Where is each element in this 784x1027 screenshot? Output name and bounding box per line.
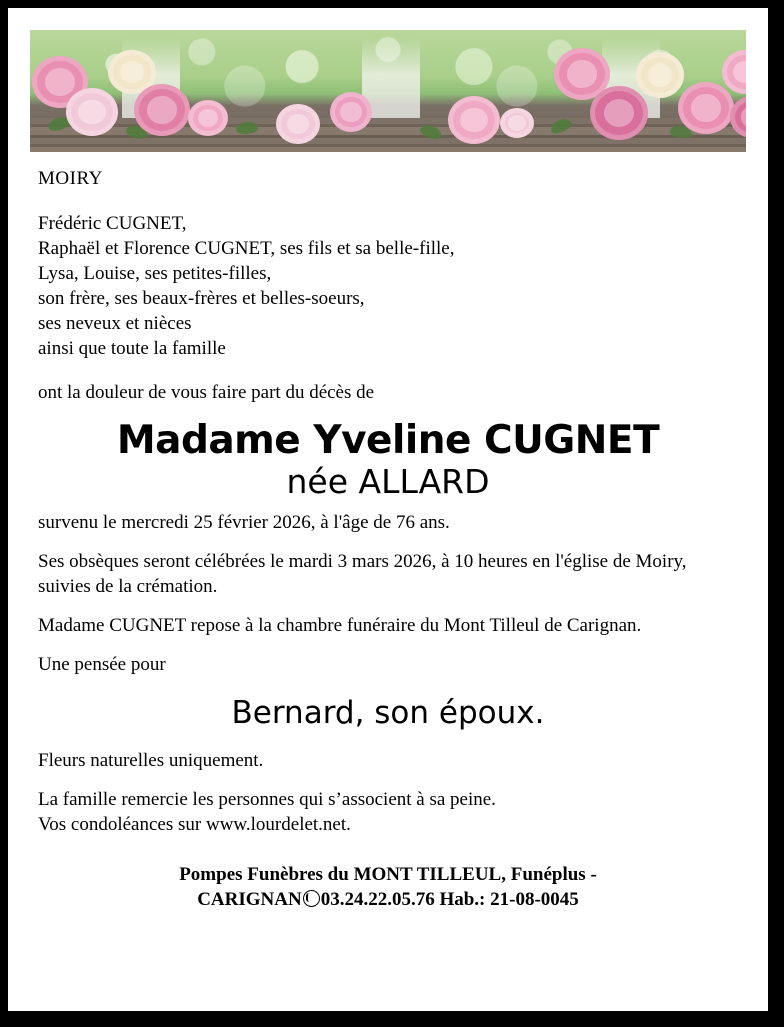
- rose-icon: [276, 104, 320, 144]
- rose-icon: [678, 82, 734, 134]
- flowers-note: Fleurs naturelles uniquement.: [38, 750, 264, 772]
- floral-banner: [30, 30, 746, 152]
- rose-icon: [448, 96, 500, 144]
- funeral-home-license: Hab.: 21-08-0045: [434, 889, 579, 911]
- deceased-maiden-name: née ALLARD: [286, 461, 490, 501]
- notice-body: [8, 152, 768, 925]
- funeral-details: Ses obsèques seront célébrées le mardi 3 mars 2026, à 10 heures en l'église de Moiry, suivies de la crémation.: [38, 550, 687, 598]
- rose-icon: [188, 100, 228, 136]
- city-label: MOIRY: [38, 168, 103, 189]
- family-line: Frédéric CUGNET,: [38, 213, 187, 235]
- funeral-home-footer: [38, 863, 738, 924]
- rose-icon: [636, 52, 684, 98]
- thought-line: Une pensée pour: [38, 654, 166, 676]
- funeral-home-contact: [38, 888, 738, 913]
- thanks-block: [38, 787, 738, 837]
- family-line: son frère, ses beaux-frères et belles-soeurs,: [38, 288, 365, 310]
- family-line: ainsi que toute la famille: [38, 338, 226, 360]
- family-line: Raphaël et Florence CUGNET, ses fils et sa belle-fille,: [38, 238, 455, 260]
- family-line: ses neveux et nièces: [38, 313, 192, 335]
- rose-icon: [590, 86, 648, 140]
- family-list: [38, 211, 738, 361]
- rose-icon: [134, 84, 190, 136]
- death-date-line: survenu le mercredi 25 février 2026, à l'âge de 76 ans.: [38, 511, 450, 533]
- rose-icon: [500, 108, 534, 138]
- announcement-lead: ont la douleur de vous faire part du décès de: [38, 381, 375, 403]
- rose-icon: [66, 88, 118, 136]
- deceased-name: Madame Yveline CUGNET: [116, 417, 660, 463]
- funeral-home-name: Pompes Funèbres du MONT TILLEUL, Funéplus -: [179, 864, 597, 886]
- condolences-website: Vos condoléances sur www.lourdelet.net.: [38, 814, 351, 836]
- spouse-memorial: Bernard, son époux.: [231, 695, 545, 732]
- family-line: Lysa, Louise, ses petites-filles,: [38, 263, 272, 285]
- thanks-line-1: La famille remercie les personnes qui s’associent à sa peine.: [38, 789, 496, 811]
- funeral-home-phone: 03.24.22.05.76: [320, 889, 435, 911]
- funeral-home-city: CARIGNAN: [197, 889, 302, 911]
- repose-details: Madame CUGNET repose à la chambre funéraire du Mont Tilleul de Carignan.: [38, 615, 642, 637]
- phone-icon: [303, 890, 320, 907]
- death-notice-card: [8, 8, 768, 1011]
- rose-icon: [330, 92, 372, 132]
